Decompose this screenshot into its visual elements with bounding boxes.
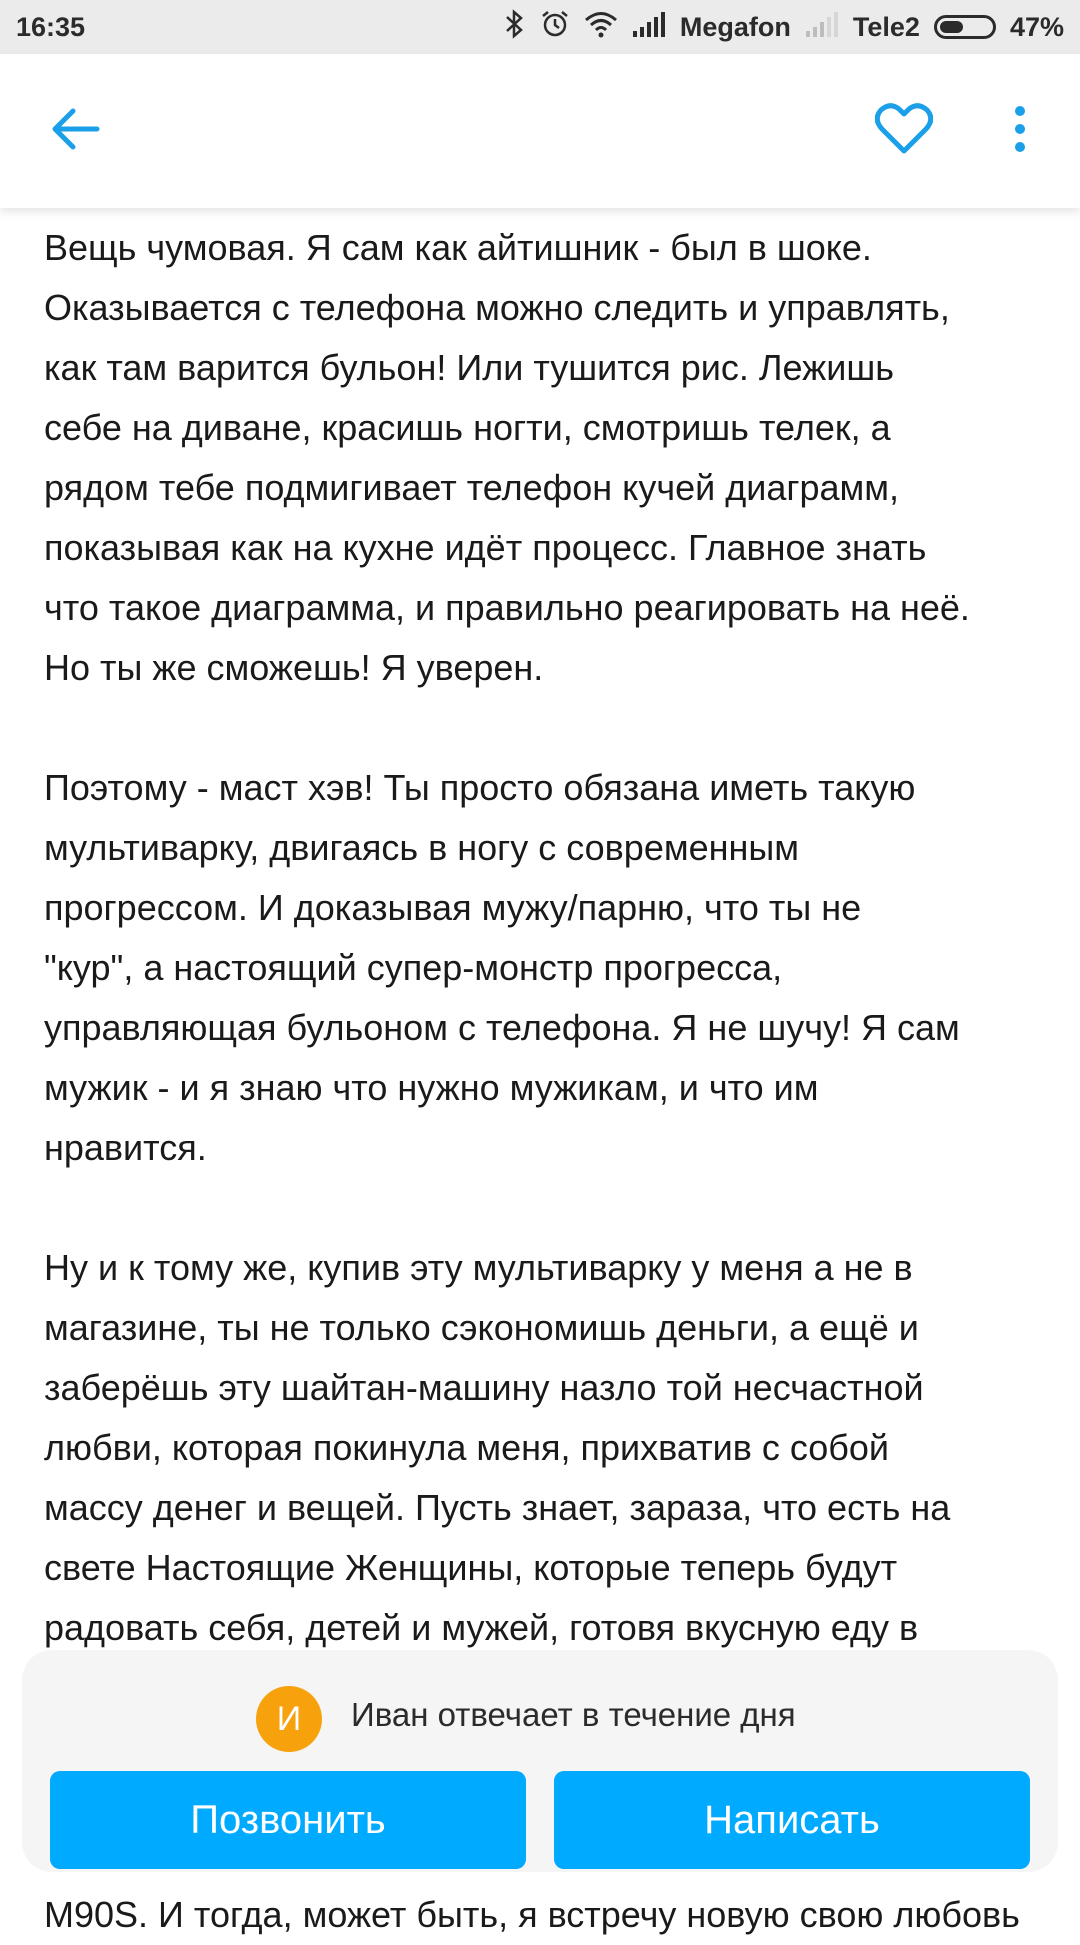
description-paragraph: Поэтому - маст хэв! Ты просто обязана иметь такую мультиварку, двигаясь в ногу с современным прогрессом. И доказывая мужу/парню, что ты не "кур", а настоящий супер-монстр прогресса, управляющая бульоном с телефона. Я не шучу! Я сам мужик - и я знаю что нужно мужикам, и что им нравится.	[44, 767, 960, 1168]
status-icons	[504, 9, 1064, 46]
seller-response-time: Иван отвечает в течение дня	[351, 1696, 796, 1733]
description-paragraph: Ну и к тому же, купив эту мультиварку у меня а не в магазине, ты не только сэкономишь деньги, а ещё и заберёшь эту шайтан-машину назло той несчастной любви, которая покинула меня, прихватив с собой массу денег и вещей. Пусть знает, зараза, что есть на свете Настоящие Женщины, которые теперь будут радовать себя, детей и мужей, готовя вкусную еду в	[44, 1247, 951, 1648]
contact-seller-card	[22, 1650, 1058, 1872]
arrow-left-icon	[51, 107, 101, 156]
back-button[interactable]	[40, 95, 112, 167]
signal-icon	[632, 11, 666, 44]
call-button[interactable]: Позвонить	[50, 1771, 526, 1869]
seller-avatar: И	[256, 1686, 322, 1752]
more-button[interactable]	[984, 95, 1056, 167]
message-button[interactable]: Написать	[554, 1771, 1030, 1869]
status-time: 16:35	[16, 11, 86, 42]
item-description	[44, 218, 1044, 1658]
description-continued: M90S. И тогда, может быть, я встречу новую свою любовь	[44, 1894, 1020, 1935]
more-vertical-icon	[1014, 105, 1026, 158]
status-bar	[0, 0, 1080, 54]
favorite-button[interactable]	[868, 95, 940, 167]
signal-weak-icon	[805, 11, 839, 44]
heart-icon	[875, 103, 933, 160]
battery-icon	[934, 15, 996, 39]
wifi-icon	[584, 10, 618, 45]
description-paragraph: Вещь чумовая. Я сам как айтишник - был в шоке. Оказывается с телефона можно следить и управлять, как там варится бульон! Или тушится рис. Лежишь себе на диване, красишь ногти, смотришь телек, а рядом тебе подмигивает телефон кучей диаграмм, показывая как на кухне идёт процесс. Главное знать что такое диаграмма, и правильно реагировать на неё. Но ты же сможешь! Я уверен.	[44, 227, 970, 688]
battery-percent: 47%	[1009, 11, 1064, 42]
bluetooth-icon	[504, 9, 526, 46]
carrier-2: Tele2	[852, 11, 920, 42]
alarm-icon	[540, 9, 570, 46]
carrier-1: Megafon	[679, 11, 791, 42]
battery-fill	[940, 21, 964, 33]
top-app-bar	[0, 54, 1080, 208]
